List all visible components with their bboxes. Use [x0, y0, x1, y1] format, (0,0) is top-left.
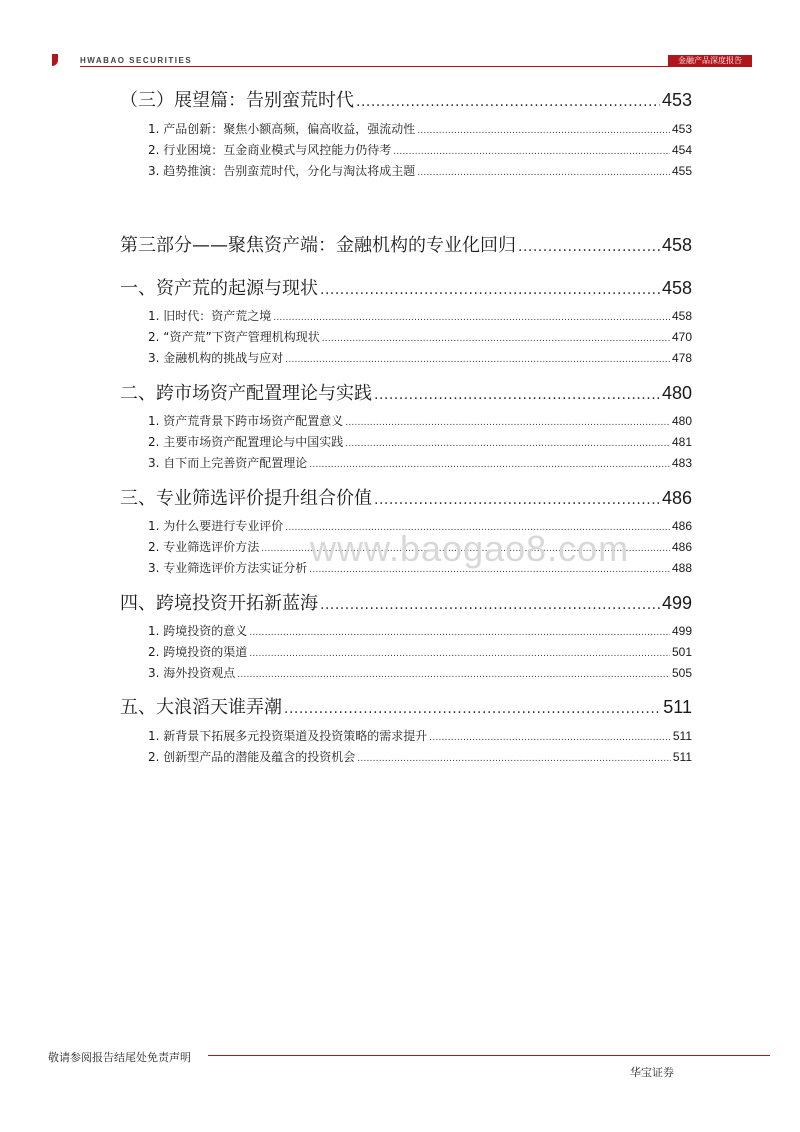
toc-page-number: 501 [671, 645, 692, 659]
toc-leader [374, 387, 660, 403]
toc-entry[interactable] [120, 274, 692, 300]
toc-entry[interactable] [120, 727, 692, 744]
toc-page-number: 499 [671, 624, 692, 638]
toc-entry[interactable] [120, 664, 692, 681]
toc-leader [284, 701, 661, 717]
toc-entry[interactable] [120, 622, 692, 639]
page-header [0, 0, 800, 80]
toc-page-number: 455 [671, 164, 692, 178]
toc-entry-title: 1. 跨境投资的意义 [148, 624, 248, 638]
brand-name: HWABAO SECURITIES [80, 56, 193, 65]
toc-page-number: 458 [661, 235, 692, 255]
header-divider [80, 66, 752, 67]
toc-leader [249, 628, 670, 638]
toc-entry-title: 2. 主要市场资产配置理论与中国实践 [148, 435, 344, 449]
disclaimer-note: 敬请参阅报告结尾处免责声明 [48, 1051, 191, 1064]
toc-entry[interactable] [120, 349, 692, 366]
toc-entry-title: 2. 创新型产品的潜能及蕴含的投资机会 [148, 750, 356, 764]
report-type-tag: 金融产品深度报告 [668, 55, 752, 66]
toc-leader [374, 492, 660, 508]
toc-entry[interactable] [120, 162, 692, 179]
toc-page-number: 511 [663, 697, 692, 717]
toc-leader [345, 439, 670, 449]
toc-entry-title: 一、资产荒的起源与现状 [120, 278, 318, 299]
watermark: www.baogao8.com [310, 528, 630, 569]
toc-page-number: 480 [671, 414, 692, 428]
toc-page-number: 458 [661, 278, 692, 298]
toc-entry[interactable] [120, 748, 692, 765]
toc-leader [249, 649, 670, 659]
toc-entry[interactable] [120, 433, 692, 450]
toc-entry-title: 2. 跨境投资的渠道 [148, 645, 248, 659]
toc-page-number: 478 [671, 351, 692, 365]
toc-entry-title: 3. 金融机构的挑战与应对 [148, 351, 284, 365]
toc-page-number: 486 [661, 488, 692, 508]
toc-entry-title: 3. 海外投资观点 [148, 666, 236, 680]
toc-page-number: 486 [671, 540, 692, 554]
toc-page-number: 488 [671, 561, 692, 575]
toc-entry[interactable] [120, 379, 692, 405]
toc-page-number: 458 [671, 309, 692, 323]
toc-entry-title: 第三部分——聚焦资产端：金融机构的专业化回归 [120, 235, 516, 256]
toc-entry[interactable] [120, 693, 692, 719]
toc-entry-title: 1. 新背景下拓展多元投资渠道及投资策略的需求提升 [148, 729, 428, 743]
toc-entry[interactable] [120, 231, 692, 257]
toc-leader [237, 670, 670, 680]
toc-leader [345, 418, 670, 428]
toc-leader [429, 733, 671, 743]
toc-entry[interactable] [120, 484, 692, 510]
toc-entry[interactable] [120, 454, 692, 471]
toc-entry[interactable] [120, 643, 692, 660]
toc-entry-title: 四、跨境投资开拓新蓝海 [120, 593, 318, 614]
toc-page-number: 454 [671, 143, 692, 157]
toc-entry[interactable] [120, 86, 692, 112]
toc-entry[interactable] [120, 120, 692, 137]
toc-entry[interactable] [120, 589, 692, 615]
footer-divider [208, 1055, 770, 1056]
toc-page-number: 481 [671, 435, 692, 449]
toc-entry-title: 3. 自下而上完善资产配置理论 [148, 456, 308, 470]
toc-entry-title: 3. 专业筛选评价方法实证分析 [148, 561, 308, 575]
toc-leader [320, 597, 660, 613]
toc-leader [322, 334, 670, 344]
toc-page-number: 499 [661, 593, 692, 613]
toc-entry-title: 2. “资产荒”下资产管理机构现状 [148, 330, 320, 344]
toc-leader [518, 239, 660, 255]
toc-entry[interactable] [120, 328, 692, 345]
toc-page-number: 505 [671, 666, 692, 680]
toc-page-number: 470 [671, 330, 692, 344]
toc-leader [356, 94, 660, 110]
toc-page-number: 453 [661, 90, 692, 110]
toc-entry-title: 2. 行业困境：互金商业模式与风控能力仍待考 [148, 143, 392, 157]
toc-leader [357, 754, 671, 764]
toc-entry-title: 1. 旧时代：资产荒之境 [148, 309, 272, 323]
toc-entry[interactable] [120, 141, 692, 158]
toc-leader [285, 355, 670, 365]
toc-page-number: 486 [671, 519, 692, 533]
footer-brand: 华宝证券 [630, 1066, 674, 1079]
toc-entry-title: 1. 产品创新：聚焦小额高频，偏高收益，强流动性 [148, 122, 416, 136]
toc-page-number: 453 [671, 122, 692, 136]
toc-leader [393, 147, 670, 157]
toc-entry-title: 二、跨市场资产配置理论与实践 [120, 383, 372, 404]
toc-leader [320, 282, 660, 298]
toc-entry-title: 五、大浪滔天谁弄潮 [120, 697, 282, 718]
toc-entry-title: （三）展望篇：告别蛮荒时代 [120, 90, 354, 111]
toc-page-number: 480 [661, 383, 692, 403]
toc-entry[interactable] [120, 307, 692, 324]
toc-entry-title: 三、专业筛选评价提升组合价值 [120, 488, 372, 509]
toc-page-number: 511 [672, 750, 692, 764]
toc-leader [417, 168, 670, 178]
toc-page-number: 483 [671, 456, 692, 470]
toc-entry-title: 2. 专业筛选评价方法 [148, 540, 260, 554]
toc-leader [417, 126, 670, 136]
toc-entry-title: 3. 趋势推演：告别蛮荒时代，分化与淘汰将成主题 [148, 164, 416, 178]
toc-entry[interactable] [120, 412, 692, 429]
toc-leader [273, 313, 670, 323]
toc-leader [309, 460, 670, 470]
toc-entry-title: 1. 资产荒背景下跨市场资产配置意义 [148, 414, 344, 428]
toc-entry-title: 1. 为什么要进行专业评价 [148, 519, 284, 533]
toc-page-number: 511 [672, 729, 692, 743]
brand-logo-icon [52, 54, 58, 66]
